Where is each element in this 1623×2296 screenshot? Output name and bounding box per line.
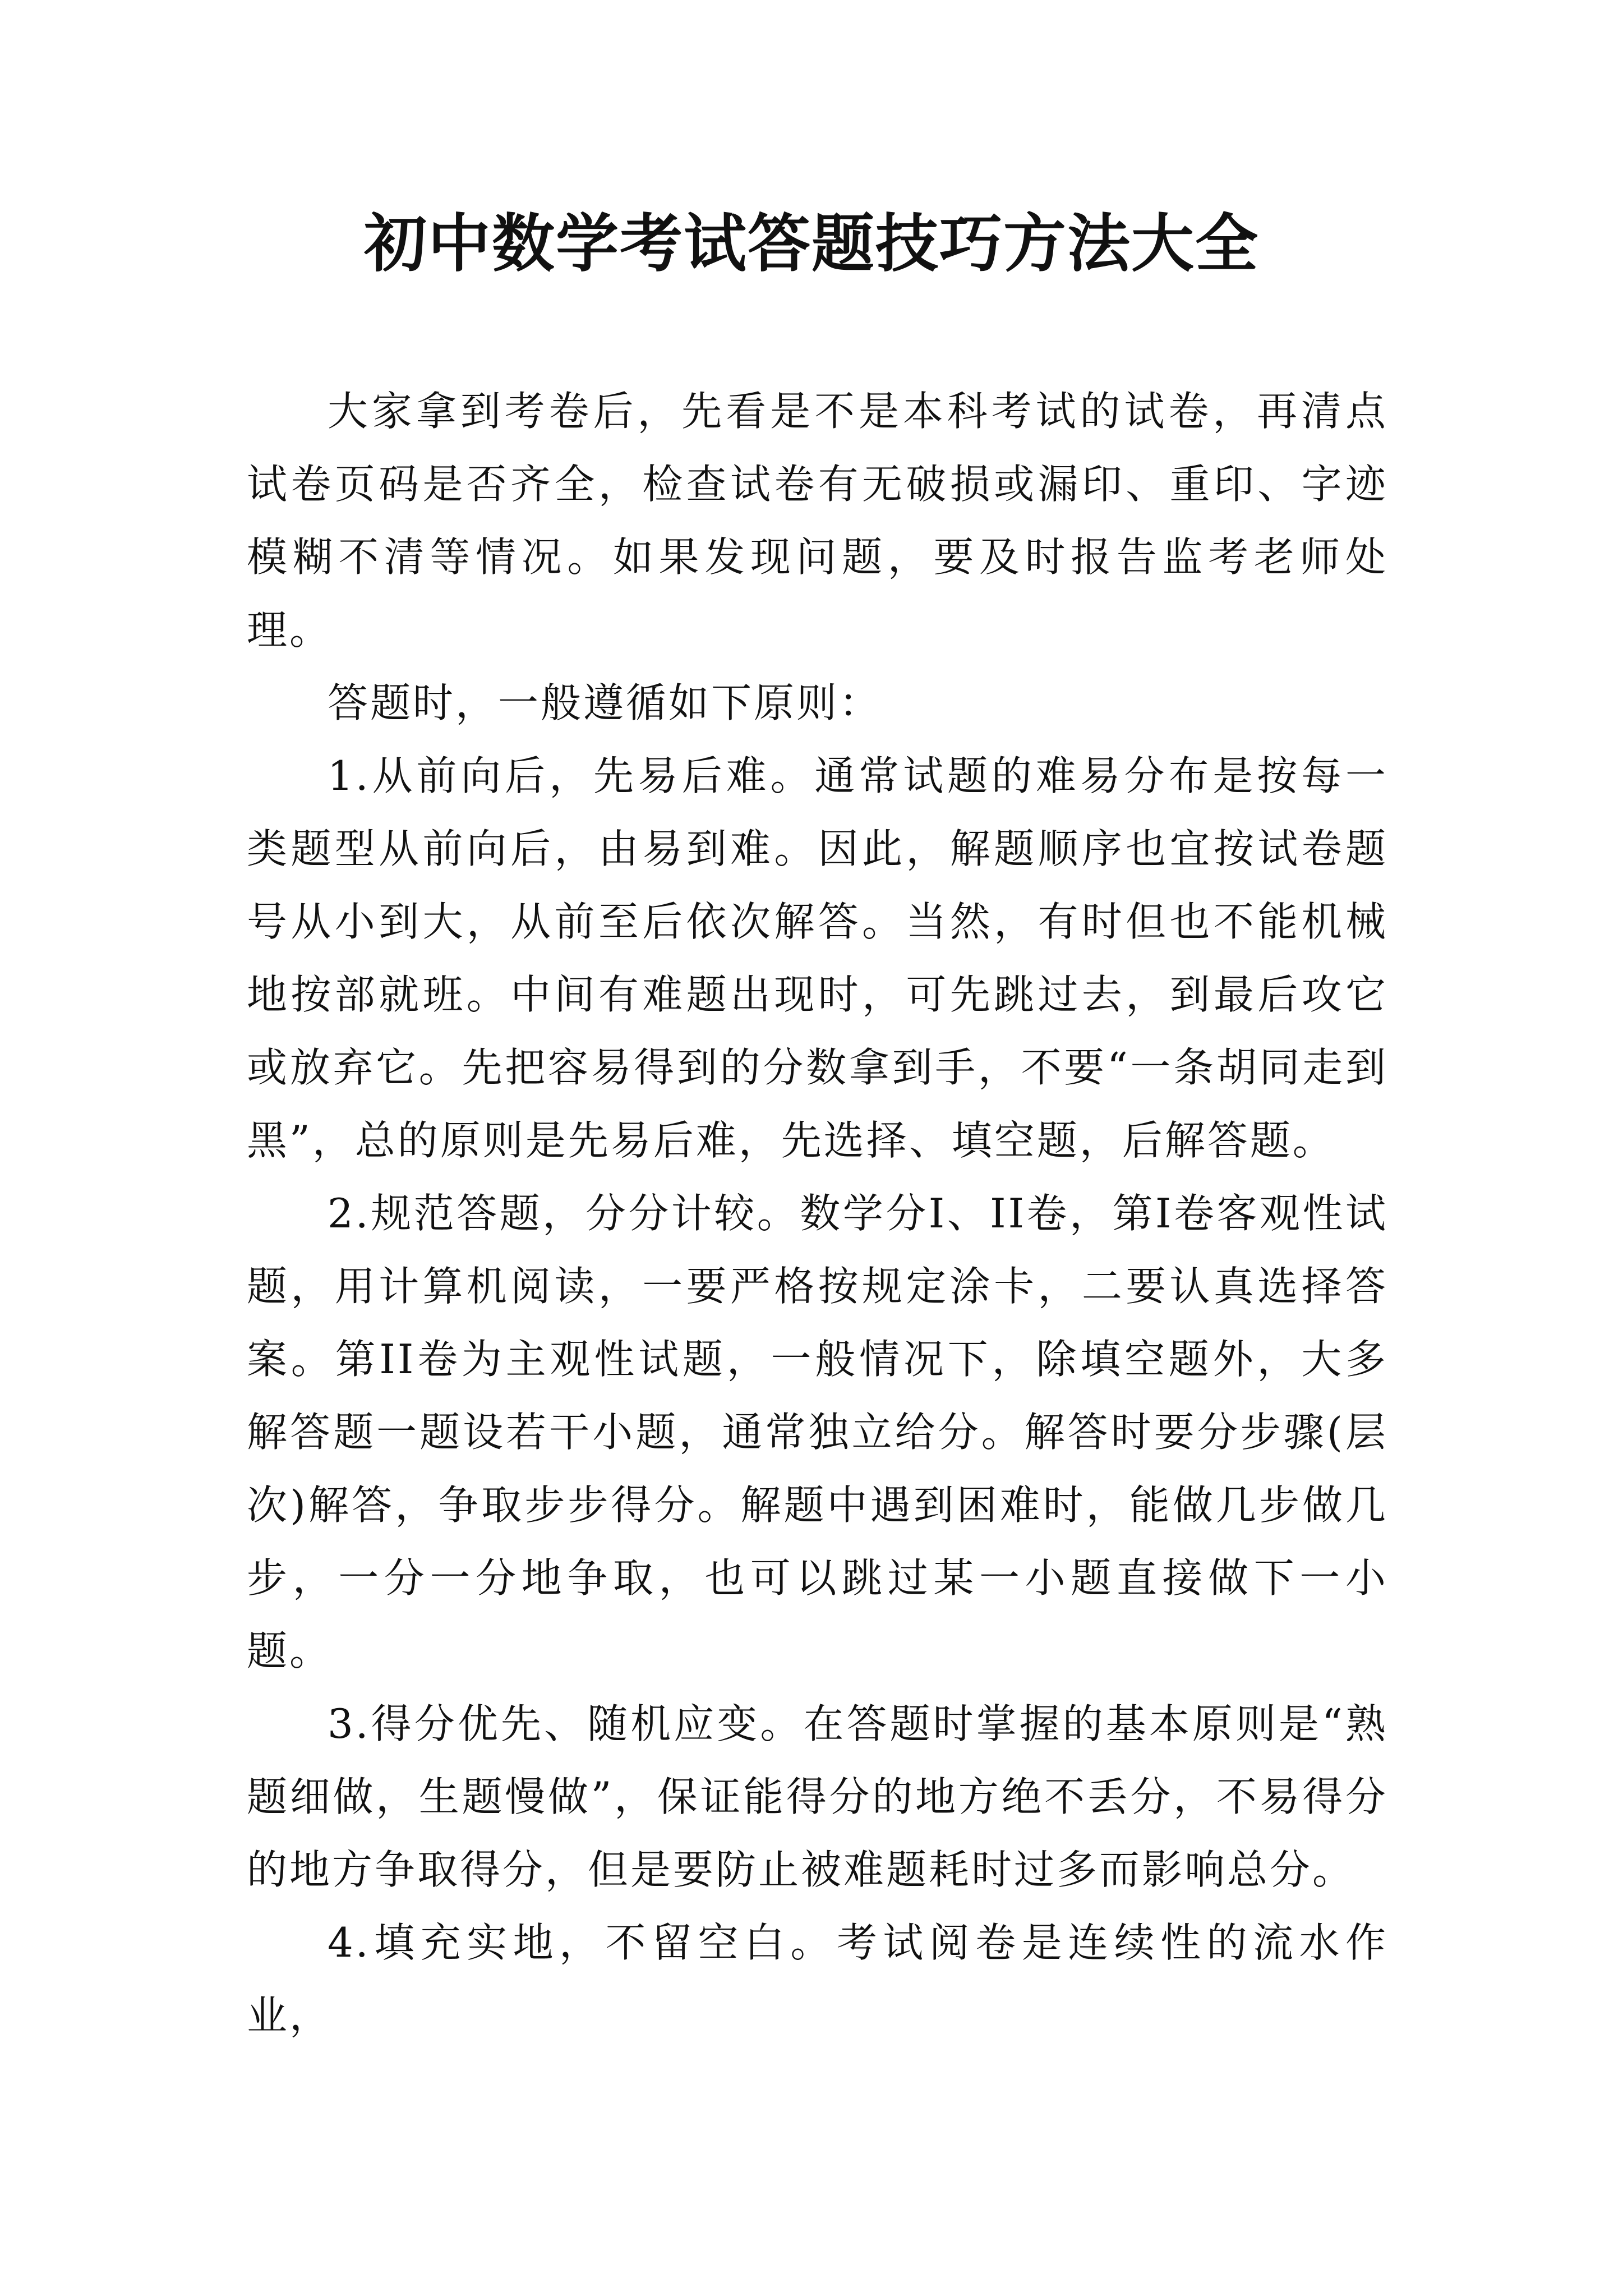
paragraph-principles-lead: 答题时，一般遵循如下原则： [328,679,882,726]
document-title: 初中数学考试答题技巧方法大全 [364,207,1259,280]
paragraph-principle-4: 4.填充实地，不留空白。考试阅卷是连续性的流水作业， [247,1919,1388,2039]
document-body [247,375,1388,2052]
paragraph-principle-2: 2.规范答题，分分计较。数学分I、II卷，第I卷客观性试题，用计算机阅读，一要严格按规定涂卡，二要认真选择答案。第II卷为主观性试题，一般情况下，除填空题外，大多解答题一题设若干小题，通常独立给分。解答时要分步骤(层次)解答，争取步步得分。解题中遇到困难时，能做几步做几步，一分一分地争取，也可以跳过某一小题直接做下一小题。 [247,1190,1388,1674]
paragraph-principle-3: 3.得分优先、随机应变。在答题时掌握的基本原则是“熟题细做，生题慢做”，保证能得分的地方绝不丢分，不易得分的地方争取得分，但是要防止被难题耗时过多而影响总分。 [247,1700,1388,1893]
paragraph-intro: 大家拿到考卷后，先看是不是本科考试的试卷，再清点试卷页码是否齐全，检查试卷有无破损或漏印、重印、字迹模糊不清等情况。如果发现问题，要及时报告监考老师处理。 [247,388,1388,654]
paragraph-principle-1: 1.从前向后，先易后难。通常试题的难易分布是按每一类题型从前向后，由易到难。因此，解题顺序也宜按试卷题号从小到大，从前至后依次解答。当然，有时但也不能机械地按部就班。中间有难题出现时，可先跳过去，到最后攻它或放弃它。先把容易得到的分数拿到手，不要“一条胡同走到黑”，总的原则是先易后难，先选择、填空题，后解答题。 [247,752,1388,1164]
